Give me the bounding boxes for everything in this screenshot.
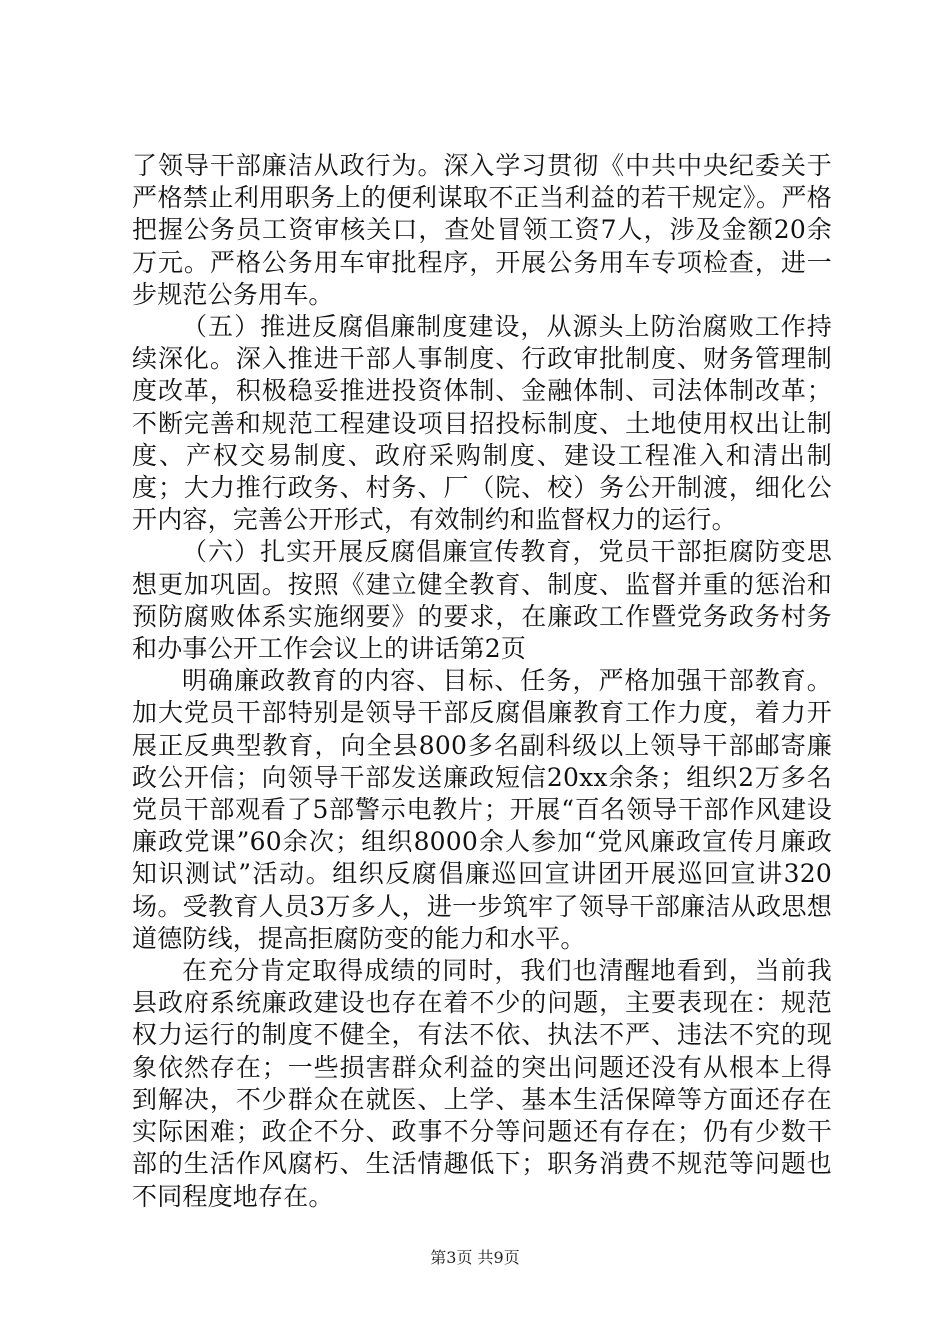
- paragraph-5: 在充分肯定取得成绩的同时，我们也清醒地看到，当前我县政府系统廉政建设也存在着不少的问题，主要表现在：规范权力运行的制度不健全，有法不依、执法不严、违法不究的现象依然存在；一些损害群众利益的突出问题还没有从根本上得到解决，不少群众在就医、上学、基本生活保障等方面还存在实际困难；政企不分、政事不分等问题还有存在；仍有少数干部的生活作风腐朽、生活情趣低下；职务消费不规范等问题也不同程度地存在。: [132, 956, 832, 1211]
- paragraph-1: 了领导干部廉洁从政行为。深入学习贯彻《中共中央纪委关于严格禁止利用职务上的便利谋取不正当利益的若干规定》。严格把握公务员工资审核关口，查处冒领工资7人，涉及金额20余万元。严格公务用车审批程序，开展公务用车专项检查，进一步规范公务用车。: [132, 151, 832, 309]
- page-footer: 第3页 共9页: [430, 1248, 520, 1267]
- paragraph-3: （六）扎实开展反腐倡廉宣传教育，党员干部拒腐防变思想更加巩固。按照《建立健全教育、制度、监督并重的惩治和预防腐败体系实施纲要》的要求，在廉政工作暨党务政务村务和办事公开工作会议上的讲话第2页: [132, 537, 832, 664]
- paragraph-2: （五）推进反腐倡廉制度建设，从源头上防治腐败工作持续深化。深入推进干部人事制度、行政审批制度、财务管理制度改革，积极稳妥推进投资体制、金融体制、司法体制改革；不断完善和规范工程建设项目招投标制度、土地使用权出让制度、产权交易制度、政府采购制度、建设工程准入和清出制度；大力推行政务、村务、厂（院、校）务公开制渡，细化公开内容，完善公开形式，有效制约和监督权力的运行。: [132, 312, 832, 535]
- paragraph-4: 明确廉政教育的内容、目标、任务，严格加强干部教育。加大党员干部特别是领导干部反腐倡廉教育工作力度，着力开展正反典型教育，向全县800多名副科级以上领导干部邮寄廉政公开信；向领导干部发送廉政短信20xx余条；组织2万多名党员干部观看了5部警示电教片；开展“百名领导干部作风建设廉政党课”60余次；组织8000余人参加“党风廉政宣传月廉政知识测试”活动。组织反腐倡廉巡回宣讲团开展巡回宣讲320场。受教育人员3万多人，进一步筑牢了领导干部廉洁从政思想道德防线，提高拒腐防变的能力和水平。: [132, 666, 832, 953]
- document-body: [132, 150, 832, 1213]
